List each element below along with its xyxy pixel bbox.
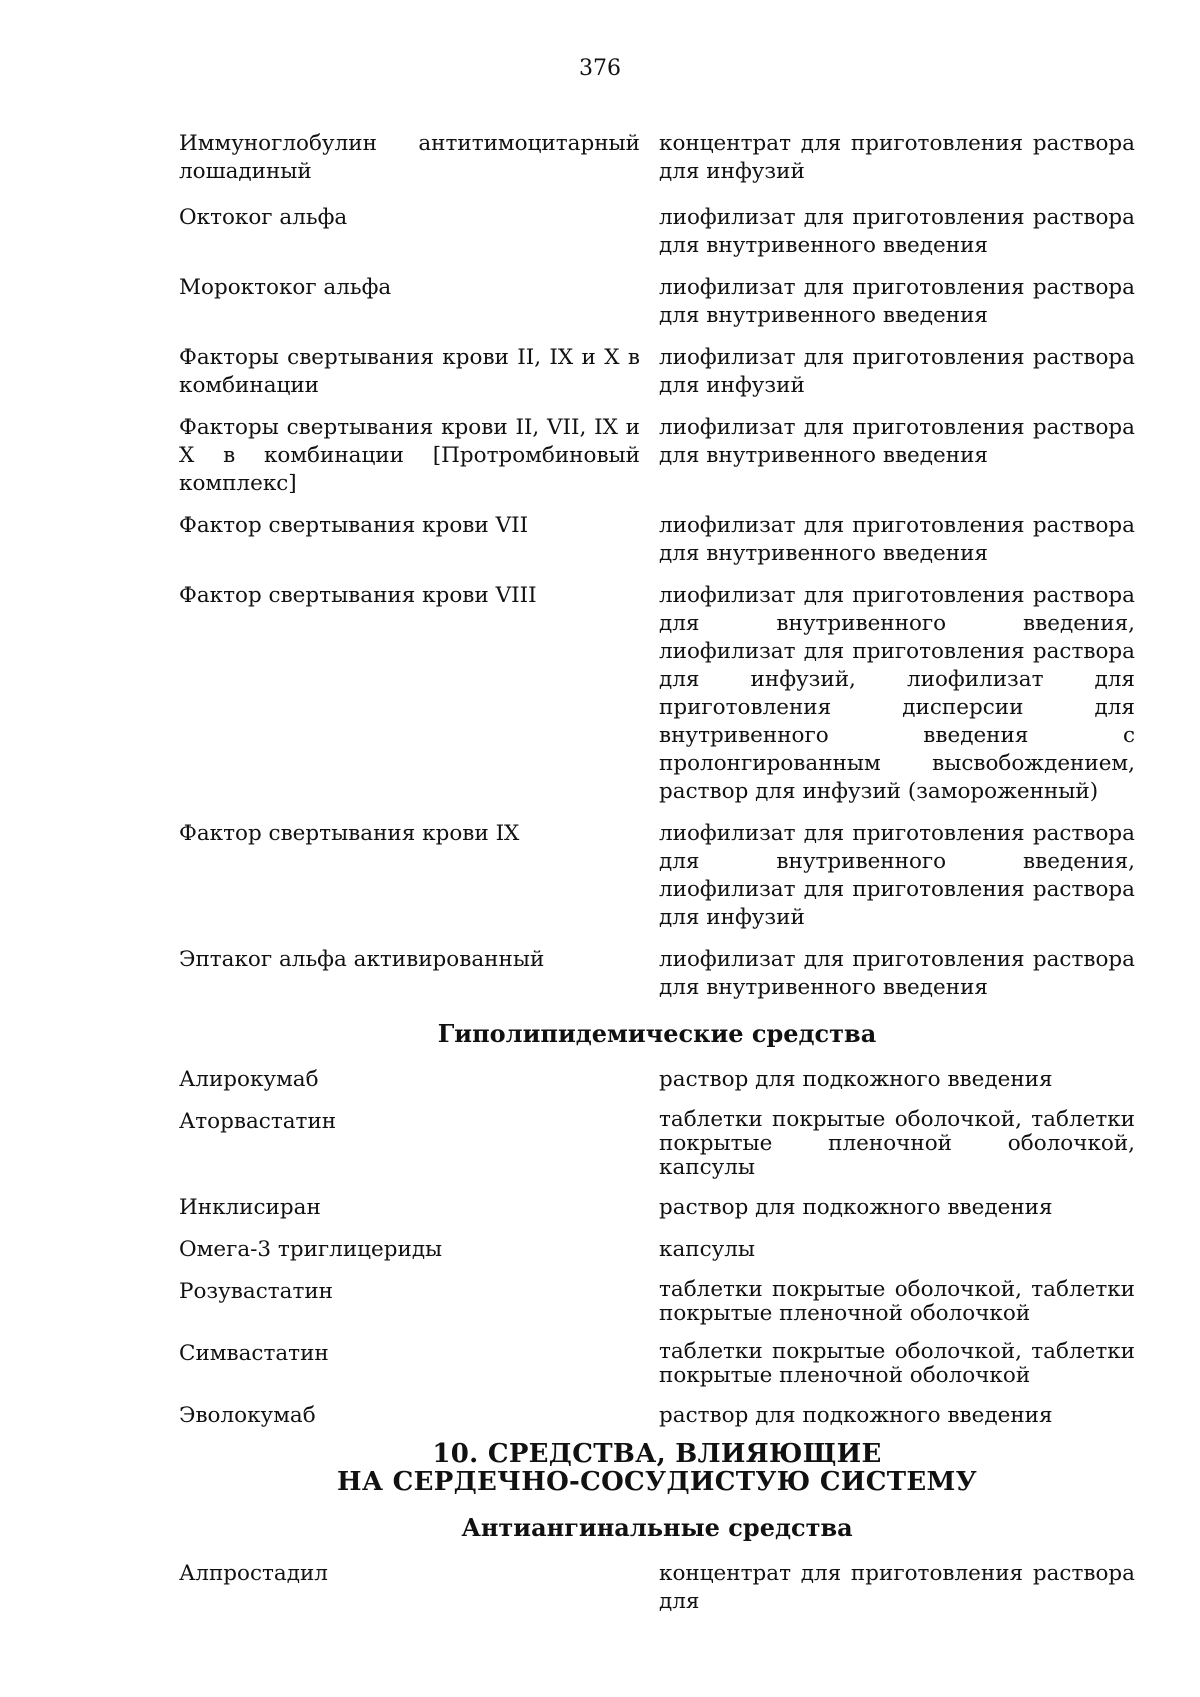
drug-name: Октоког альфа <box>179 205 348 230</box>
table-row <box>179 1194 1135 1222</box>
dosage-form: лиофилизат для приготовления раствора для внутривенного введения <box>659 275 1135 328</box>
section-title-line: НА СЕРДЕЧНО-СОСУДИСТУЮ СИСТЕМУ <box>336 1467 977 1497</box>
table-row <box>179 582 1135 806</box>
table-row <box>179 1402 1135 1430</box>
table-row <box>179 204 1135 260</box>
section-heading-antianginal: Антиангинальные средства <box>461 1513 853 1542</box>
drug-name: Симвастатин <box>179 1341 329 1366</box>
table-row <box>179 1560 1135 1616</box>
dosage-form: лиофилизат для приготовления раствора для внутривенного введения <box>659 205 1135 258</box>
section-title-line: 10. СРЕДСТВА, ВЛИЯЮЩИЕ <box>432 1439 882 1469</box>
table-row <box>179 1278 1135 1326</box>
dosage-form: лиофилизат для приготовления раствора для инфузий <box>659 345 1135 398</box>
table-row <box>179 1108 1135 1180</box>
dosage-form: капсулы <box>659 1237 756 1262</box>
table-row <box>179 1340 1135 1388</box>
dosage-form: таблетки покрытые оболочкой, таблетки покрытые пленочной оболочкой, капсулы <box>659 1107 1135 1180</box>
drug-name-part: Иммуноглобулин <box>179 131 377 156</box>
drug-list <box>179 130 1135 1616</box>
drug-name: Фактор свертывания крови VIII <box>179 583 537 608</box>
drug-name: Факторы свертывания крови II, IX и X в комбинации <box>179 345 640 398</box>
drug-name <box>179 130 640 186</box>
dosage-form: раствор для подкожного введения <box>659 1403 1053 1428</box>
drug-name: Алирокумаб <box>179 1067 319 1092</box>
drug-name: Аторвастатин <box>179 1109 337 1134</box>
drug-name: Эволокумаб <box>179 1403 316 1428</box>
table-row <box>179 820 1135 932</box>
drug-name: Фактор свертывания крови IX <box>179 821 520 846</box>
dosage-form: лиофилизат для приготовления раствора для внутривенного введения <box>659 947 1135 1000</box>
table-row <box>179 512 1135 568</box>
table-row <box>179 344 1135 400</box>
drug-name: Факторы свертывания крови II, VII, IX и X в комбинации [Протромбиновый комплекс] <box>179 415 640 496</box>
drug-name: Мороктоког альфа <box>179 275 392 300</box>
table-row <box>179 130 1135 186</box>
drug-name: Фактор свертывания крови VII <box>179 513 529 538</box>
dosage-form: лиофилизат для приготовления раствора для внутривенного введения <box>659 513 1135 566</box>
drug-name: Эптаког альфа активированный <box>179 947 545 972</box>
drug-name: Омега-3 триглицериды <box>179 1237 443 1262</box>
drug-name: Инклисиран <box>179 1195 321 1220</box>
drug-name: Алпростадил <box>179 1561 328 1586</box>
section-title <box>179 1440 1135 1496</box>
table-row <box>179 1066 1135 1094</box>
drug-name-part: лошадиный <box>179 159 312 184</box>
dosage-form: таблетки покрытые оболочкой, таблетки покрытые пленочной оболочкой <box>659 1277 1135 1326</box>
dosage-form: лиофилизат для приготовления раствора для внутривенного введения, лиофилизат для приготовления раствора для инфузий <box>659 821 1135 930</box>
page-number: 376 <box>579 56 621 81</box>
dosage-form: лиофилизат для приготовления раствора для внутривенного введения <box>659 415 1135 468</box>
table-row <box>179 1236 1135 1264</box>
dosage-form: таблетки покрытые оболочкой, таблетки покрытые пленочной оболочкой <box>659 1339 1135 1388</box>
dosage-form: концентрат для приготовления раствора для инфузий <box>659 131 1135 184</box>
table-row <box>179 274 1135 330</box>
dosage-form: раствор для подкожного введения <box>659 1195 1053 1220</box>
drug-name-part: антитимоцитарный <box>418 131 640 156</box>
drug-name: Розувастатин <box>179 1279 334 1304</box>
dosage-form: концентрат для приготовления раствора для <box>659 1561 1135 1614</box>
table-row <box>179 946 1135 1002</box>
section-heading-hypolipidemic: Гиполипидемические средства <box>437 1019 877 1048</box>
table-row <box>179 414 1135 498</box>
dosage-form: раствор для подкожного введения <box>659 1067 1053 1092</box>
dosage-form: лиофилизат для приготовления раствора для внутривенного введения, лиофилизат для приготовления раствора для инфузий, лиофилизат для приготовления дисперсии для внутривенного введения с пролонгированным высвобождением, раствор для инфузий (замороженный) <box>659 583 1135 804</box>
